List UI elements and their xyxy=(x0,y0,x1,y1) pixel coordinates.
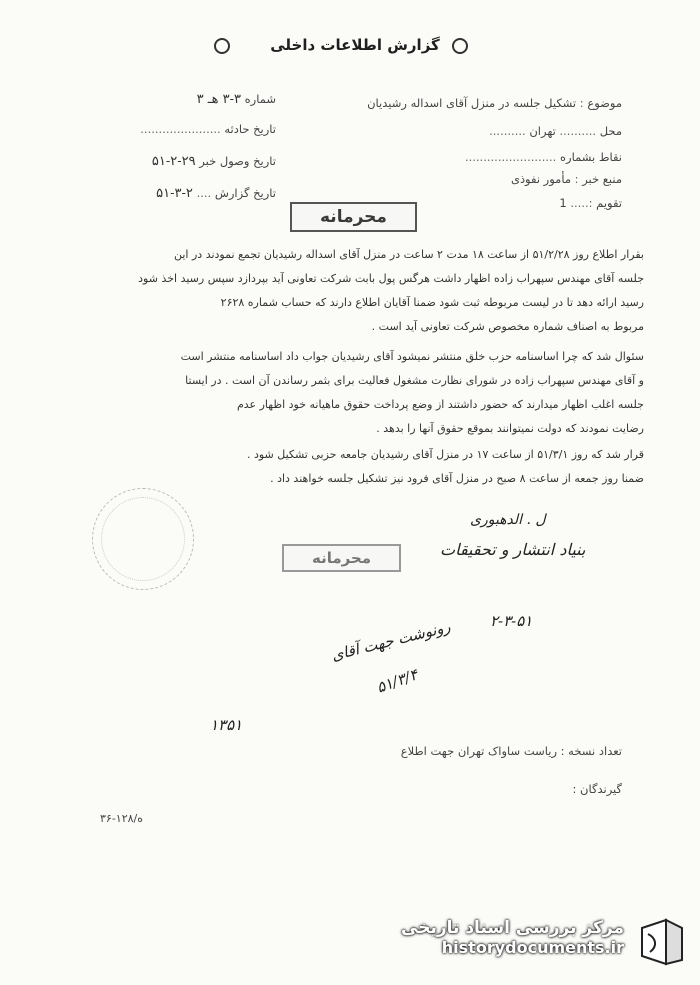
body-line: قرار شد که روز ۵۱/۳/۱ از ساعت ۱۷ در منزل آقای رشیدیان جامعه حزبی تشکیل شود . xyxy=(246,448,644,461)
source-label: منبع خبر xyxy=(582,172,622,186)
body-line: جلسه اغلب اظهار میدارند که حضور داشتند از وضع پرداخت حقوق ماهیانه خود اظهار عدم xyxy=(236,398,644,411)
recipients-label: گیرندگان : xyxy=(572,782,622,796)
body-line: ضمنا روز جمعه از ساعت ۸ صبح در منزل آقای فرود نیز تشکیل جلسه خواهند داد . xyxy=(270,472,644,485)
body-line: مربوط به اصناف شماره مخصوص شرکت تعاونی آید است . xyxy=(371,320,644,333)
emblem-icon xyxy=(452,38,468,54)
subject-field: موضوع : تشکیل جلسه در منزل آقای اسداله رشیدیان xyxy=(367,96,622,110)
receipt-date-label: تاریخ وصول خبر xyxy=(199,154,276,168)
subject-value: تشکیل جلسه در منزل آقای اسداله رشیدیان xyxy=(367,96,577,110)
confidential-stamp-text: محرمانه xyxy=(282,544,401,572)
year-mark: ۱۳۵۱ xyxy=(210,716,243,734)
handwritten-note: ل . الدهبوری xyxy=(470,512,546,528)
footer-site: historydocuments.ir xyxy=(441,938,624,957)
body-line: سئوال شد که چرا اساسنامه حزب خلق منتشر نمیشود آقای رشیدیان جواب داد اساسنامه منتشر است xyxy=(180,350,644,363)
body-line: بقرار اطلاع روز ۵۱/۲/۲۸ از ساعت ۱۸ مدت ۲ ساعت در منزل آقای اسداله رشیدیان تجمع نمودند در این xyxy=(174,248,644,261)
copies-label: تعداد نسخه : xyxy=(560,744,622,758)
emblem-icon xyxy=(214,38,230,54)
handwritten-note: بنیاد انتشار و تحقیقات xyxy=(440,540,586,559)
body-line: رسید ارائه دهد تا در لیست مربوطه ثبت شود ضمنا آقایان اطلاع دارند که حساب شماره ۲۶۲۸ xyxy=(220,296,644,309)
copies-field xyxy=(401,744,622,758)
location-field: محل .......... تهران .......... xyxy=(489,124,622,138)
body-line: و آقای مهندس سپهراب زاده در شورای نظارت مشغول فعالیت برای بثمر رساندن آن است . در ایستا xyxy=(185,374,644,387)
source-value: مأمور نفوذی xyxy=(510,172,571,186)
handwritten-note: رونوشت جهت آقای xyxy=(329,617,453,665)
location-value: تهران xyxy=(529,124,556,138)
report-date-field: تاریخ گزارش .... ۲-۳-۵۱ xyxy=(156,186,276,201)
area-field: نقاط بشماره ......................... xyxy=(464,150,622,164)
confidential-stamp xyxy=(290,202,417,232)
confidential-stamp-text: محرمانه xyxy=(290,202,417,232)
receipt-date-field xyxy=(104,154,276,169)
footer-org: مرکز بررسی اسناد تاریخی xyxy=(401,918,624,938)
location-label: محل xyxy=(599,124,622,138)
footer-watermark xyxy=(401,918,624,957)
area-label: نقاط بشماره xyxy=(559,150,622,164)
event-date-field: تاریخ حادثه ...................... xyxy=(140,122,276,136)
body-line: رضایت نمودند که دولت نمیتوانند بموقع حقوق آنها را بدهد . xyxy=(376,422,644,435)
body-line: جلسه آقای مهندس سپهراب زاده اظهار داشت هرگس پول بابت شرکت تعاونی آید بپردازد سپس رسید اخذ شود xyxy=(138,272,644,285)
number-label: شماره xyxy=(244,92,276,106)
document-code: ۳۶-۱۲۸/ه xyxy=(100,812,143,825)
report-date-value: ۲-۳-۵۱ xyxy=(156,186,193,201)
event-date-label: تاریخ حادثه xyxy=(224,122,276,136)
rating-value: 1 xyxy=(559,196,567,210)
source-field: منبع خبر : مأمور نفوذی xyxy=(510,172,622,186)
report-date-label: تاریخ گزارش xyxy=(214,186,276,200)
page-title: گزارش اطلاعات داخلی xyxy=(270,36,440,54)
org-logo-icon xyxy=(636,916,686,970)
number-value: ۳-۳ هـ ۳ xyxy=(196,92,241,107)
handwritten-date: ۲-۳-۵۱ xyxy=(490,612,533,630)
seal-stamp xyxy=(92,488,194,590)
handwritten-date: ۵۱/۳/۴ xyxy=(374,665,421,697)
receipt-date-value: ۲۹-۲-۵۱ xyxy=(151,154,196,169)
rating-label: تقویم xyxy=(596,196,622,210)
subject-label: موضوع xyxy=(587,96,622,110)
confidential-stamp xyxy=(282,544,401,572)
number-field xyxy=(104,92,276,107)
copies-value: ریاست ساواک تهران جهت اطلاع xyxy=(400,744,557,758)
rating-field: تقویم :..... 1 xyxy=(559,196,622,210)
